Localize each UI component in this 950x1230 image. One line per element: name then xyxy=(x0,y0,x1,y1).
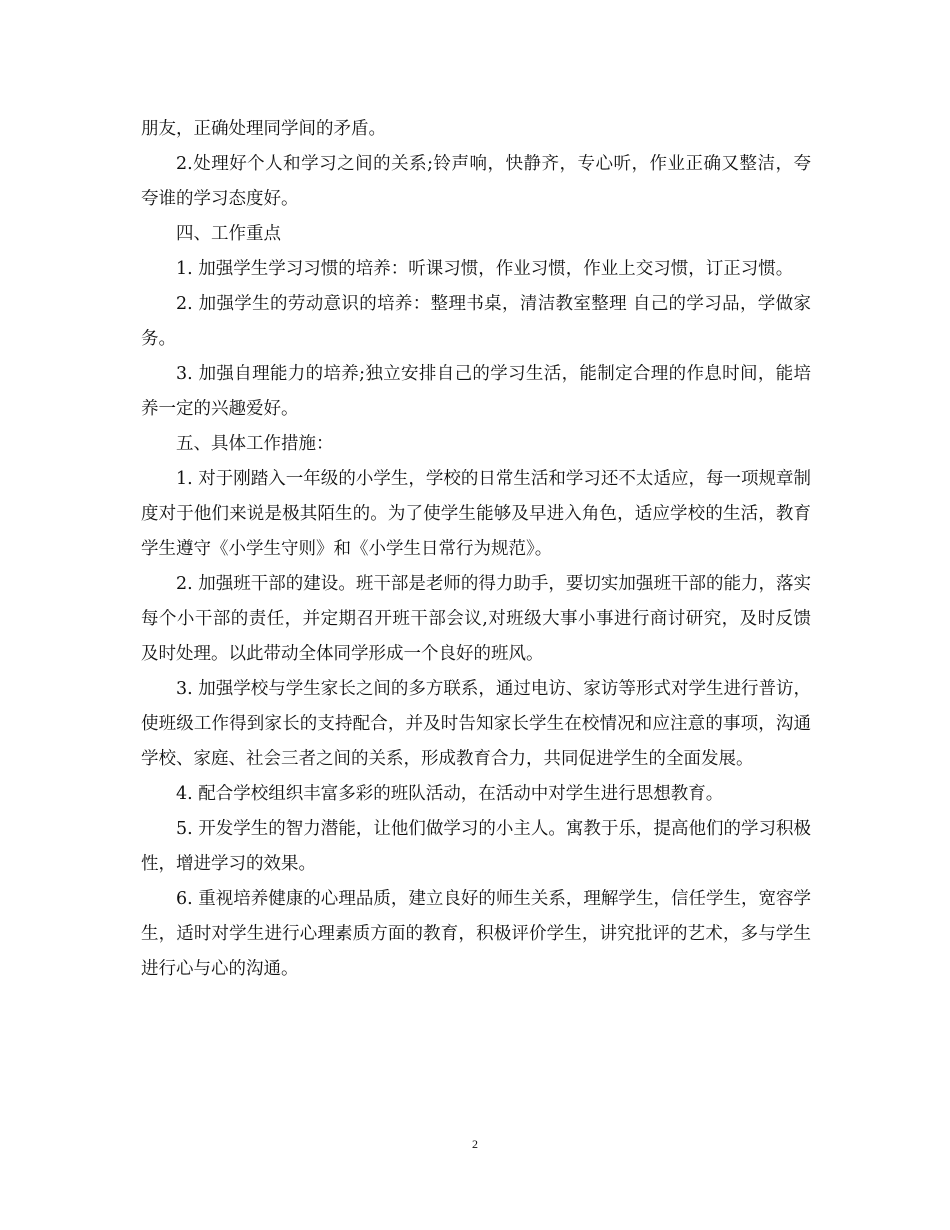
paragraph-focus-1: 1. 加强学生学习习惯的培养：听课习惯，作业习惯，作业上交习惯，订正习惯。 xyxy=(176,259,794,279)
paragraph-measure-6: 6. 重视培养健康的心理品质，建立良好的师生关系，理解学生，信任学生，宽容学生，适时对学生进行心理素质方面的教育，积极评价学生，讲究批评的艺术，多与学生进行心与心的沟通。 xyxy=(141,889,811,979)
paragraph-item-2-relationship: 2.处理好个人和学习之间的关系;铃声响，快静齐，专心听，作业正确又整洁，夸夸谁的学习态度好。 xyxy=(141,154,811,209)
paragraph-focus-2: 2. 加强学生的劳动意识的培养：整理书桌，清洁教室整理 自己的学习品，学做家务。 xyxy=(141,294,811,349)
paragraph-measure-5: 5. 开发学生的智力潜能，让他们做学习的小主人。寓教于乐，提高他们的学习积极性，增进学习的效果。 xyxy=(141,819,811,874)
section-heading-work-focus: 四、工作重点 xyxy=(176,224,281,244)
paragraph-measure-1: 1. 对于刚踏入一年级的小学生，学校的日常生活和学习还不太适应，每一项规章制度对于他们来说是极其陌生的。为了使学生能够及早进入角色，适应学校的生活，教育学生遵守《小学生守则》和《小学生日常行为规范》。 xyxy=(141,469,811,559)
document-body xyxy=(141,112,811,987)
paragraph-focus-3: 3. 加强自理能力的培养;独立安排自己的学习生活，能制定合理的作息时间，能培养一定的兴趣爱好。 xyxy=(141,364,811,419)
paragraph-measure-2: 2. 加强班干部的建设。班干部是老师的得力助手，要切实加强班干部的能力，落实每个小干部的责任，并定期召开班干部会议,对班级大事小事进行商讨研究，及时反馈及时处理。以此带动全体同学形成一个良好的班风。 xyxy=(141,574,811,664)
page-number: 2 xyxy=(472,1137,478,1151)
paragraph-measure-4: 4. 配合学校组织丰富多彩的班队活动，在活动中对学生进行思想教育。 xyxy=(176,784,724,804)
section-heading-measures: 五、具体工作措施： xyxy=(176,434,334,454)
paragraph-continuation: 朋友，正确处理同学间的矛盾。 xyxy=(141,119,386,139)
paragraph-measure-3: 3. 加强学校与学生家长之间的多方联系，通过电访、家访等形式对学生进行普访，使班级工作得到家长的支持配合，并及时告知家长学生在校情况和应注意的事项，沟通学校、家庭、社会三者之间的关系，形成教育合力，共同促进学生的全面发展。 xyxy=(141,679,811,769)
